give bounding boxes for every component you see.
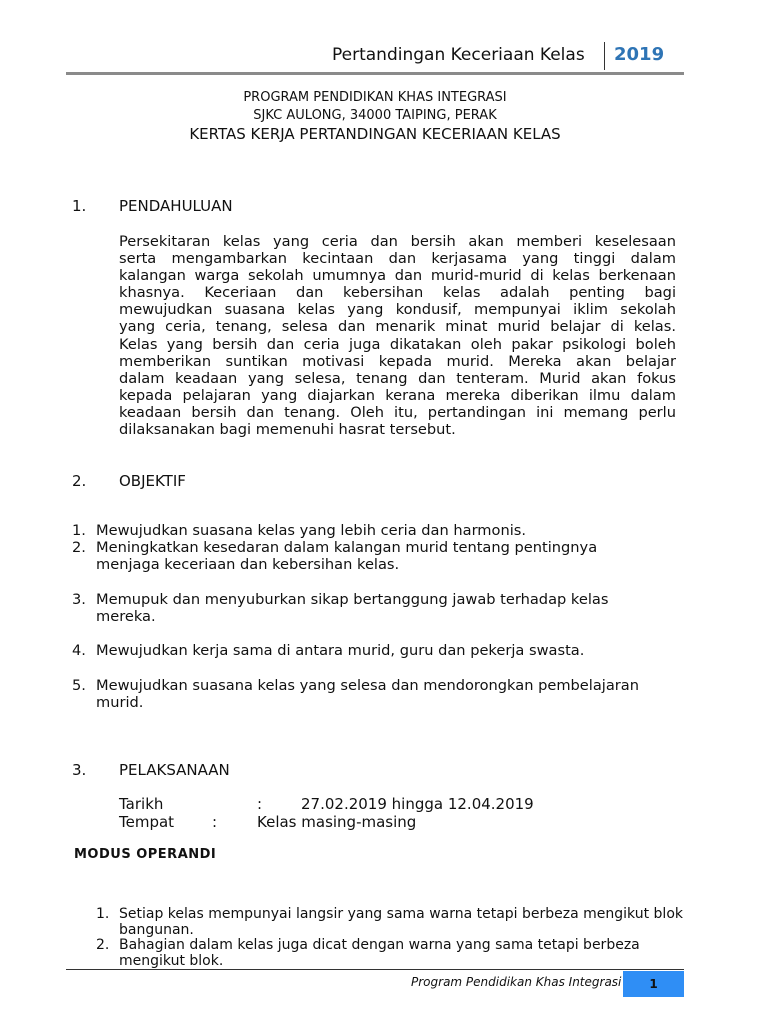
header-rule (66, 72, 684, 75)
objective-text: Mewujudkan suasana kelas yang selesa dan mendorongkan pembelajaran murid. (96, 677, 639, 711)
objective-text: Mewujudkan suasana kelas yang lebih ceria dan harmonis. (96, 522, 527, 539)
modus-number: 1. (96, 906, 110, 922)
paragraph-line: memberikan suntikan motivasi kepada murid. Mereka akan belajar (119, 352, 676, 370)
section-number: 1. (72, 197, 87, 215)
modus-text: Bahagian dalam kelas juga dicat dengan warna yang sama tetapi berbeza mengikut blok. (119, 937, 640, 969)
objective-number: 5. (72, 677, 86, 694)
school-address: SJKC AULONG, 34000 TAIPING, PERAK (253, 108, 497, 123)
paragraph-line: keadaan bersih dan tenang. Oleh itu, pertandingan ini memang perlu (119, 403, 676, 421)
modus-text: Setiap kelas mempunyai langsir yang sama warna tetapi berbeza mengikut blok bangunan. (119, 906, 683, 938)
paragraph-line: kalangan warga sekolah umumnya dan murid-murid di kelas berkenaan (119, 267, 676, 285)
intro-paragraph (119, 233, 676, 438)
objective-number: 1. (72, 522, 86, 539)
paragraph-line: mewujudkan suasana kelas yang kondusif, mempunyai iklim sekolah (119, 301, 676, 319)
objective-text: Meningkatkan kesedaran dalam kalangan murid tentang pentingnya menjaga keceriaan dan kebersihan kelas. (96, 539, 598, 573)
section-heading-pendahuluan: PENDAHULUAN (119, 197, 233, 215)
footer-program-name: Program Pendidikan Khas Integrasi (411, 975, 622, 989)
paragraph-line: yang ceria, tenang, selesa dan menarik minat murid belajar di kelas. (119, 318, 676, 336)
tempat-colon: : (212, 813, 218, 831)
section-number: 3. (72, 761, 87, 779)
header-title: Pertandingan Keceriaan Kelas (332, 45, 585, 65)
objective-number: 3. (72, 591, 86, 608)
modus-operandi-heading: MODUS OPERANDI (74, 847, 217, 862)
tempat-label: Tempat (119, 813, 175, 831)
paragraph-line: khasnya. Keceriaan dan kebersihan kelas adalah penting bagi (119, 284, 676, 302)
header-year: 2019 (614, 44, 665, 65)
tarikh-colon: : (257, 795, 263, 813)
page-number: 1 (649, 977, 658, 991)
paragraph-line: dalam keadaan yang selesa, tenang dan tenteram. Murid akan fokus (119, 369, 676, 387)
document-title: KERTAS KERJA PERTANDINGAN KECERIAAN KELAS (189, 125, 561, 143)
header-separator (604, 42, 605, 70)
paragraph-line: dilaksanakan bagi memenuhi hasrat tersebut. (119, 421, 456, 439)
tarikh-label: Tarikh (119, 795, 164, 813)
program-title: PROGRAM PENDIDIKAN KHAS INTEGRASI (243, 90, 507, 105)
paragraph-line: Persekitaran kelas yang ceria dan bersih akan memberi keselesaan (119, 233, 676, 250)
paragraph-line: kepada pelajaran yang diajarkan kerana mereka diberikan ilmu dalam (119, 386, 676, 404)
paragraph-line: Kelas yang bersih dan ceria juga dikatakan oleh pakar psikologi boleh (119, 335, 676, 353)
footer-rule (66, 969, 684, 970)
objective-text: Mewujudkan kerja sama di antara murid, guru dan pekerja swasta. (96, 642, 585, 659)
section-heading-objektif: OBJEKTIF (119, 472, 186, 490)
objective-number: 2. (72, 539, 86, 556)
section-number: 2. (72, 472, 87, 490)
tarikh-value: 27.02.2019 hingga 12.04.2019 (301, 795, 534, 813)
modus-number: 2. (96, 937, 110, 953)
section-heading-pelaksanaan: PELAKSANAAN (119, 761, 230, 779)
tempat-value: Kelas masing-masing (257, 813, 417, 831)
objective-number: 4. (72, 642, 86, 659)
objective-text: Memupuk dan menyuburkan sikap bertanggung jawab terhadap kelas mereka. (96, 591, 609, 625)
paragraph-line: serta mengambarkan kecintaan dan kerjasama yang tinggi dalam (119, 250, 676, 268)
